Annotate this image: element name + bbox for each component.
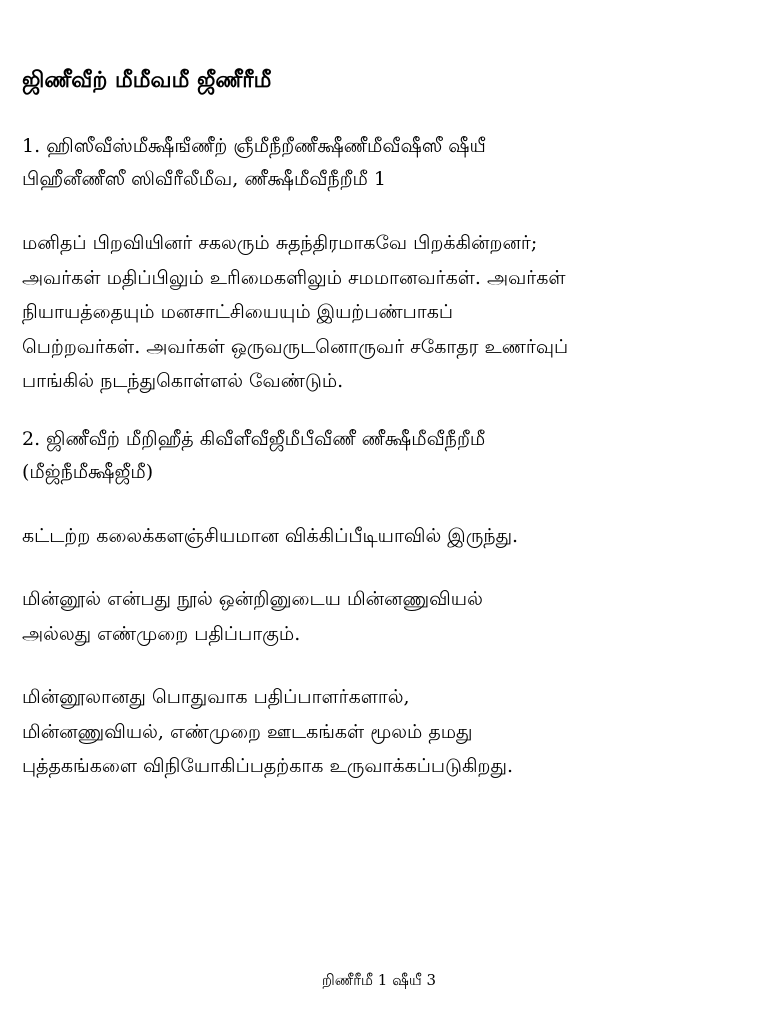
section-2-title-line: 2. ஜிணீவீற் மீறிஹீத் கிவீளீவீஜீமீபீவீணீ ணீக்ஷீமீவீநீறீமீ bbox=[22, 428, 486, 450]
paragraph-line: மின்னணுவியல், எண்முறை ஊடகங்கள் மூலம் தமது bbox=[22, 720, 473, 743]
paragraph-line: நியாயத்தையும் மனசாட்சியையும் இயற்பண்பாகப் bbox=[22, 301, 454, 323]
paragraph-line: மனிதப் பிறவியினர் சகலரும் சுதந்திரமாகவே பிறக்கின்றனர்; bbox=[22, 232, 538, 254]
page-title: ஜிணீவீற் மீமீவமீ ஜீணீரீமீ bbox=[22, 67, 272, 93]
paragraph-ebook-distribution bbox=[22, 680, 736, 784]
paragraph-line: அவர்கள் மதிப்பிலும் உரிமைகளிலும் சமமானவர்கள். அவர்கள் bbox=[22, 266, 566, 289]
paragraph-source bbox=[22, 519, 736, 554]
paragraph-line: மின்னூலானது பொதுவாக பதிப்பாளர்களால், bbox=[22, 686, 410, 708]
section-1-title-line: பிஹீனீணீஸீ ஸிவீரீலீமீவ, ணீக்ஷீமீவீநீறீமீ 1 bbox=[22, 168, 387, 190]
paragraph-line: அல்லது எண்முறை பதிப்பாகும். bbox=[22, 622, 301, 645]
paragraph-line: புத்தகங்களை விநியோகிப்பதற்காக உருவாக்கப்படுகிறது. bbox=[22, 755, 514, 777]
section-1-title-line: 1. ஹிஸீவீஸ்மீக்ஷீஙீணீற் ஞீமீநீறீணீக்ஷீணீமீவீஷீஸீ ஷீயீ bbox=[22, 135, 486, 157]
section-2-title-line: (மீஜ்நீமீக்ஷீஜீமீ) bbox=[22, 461, 154, 483]
page-footer: றிணீரீமீ 1 ஷீயீ 3 bbox=[321, 971, 437, 989]
paragraph-line: பெற்றவர்கள். அவர்கள் ஒருவருடனொருவர் சகோதர உணர்வுப் bbox=[22, 335, 569, 358]
paragraph-ebook-definition bbox=[22, 582, 736, 651]
paragraph-line: கட்டற்ற கலைக்களஞ்சியமான விக்கிப்பீடியாவில் இருந்து. bbox=[22, 525, 519, 547]
paragraph-line: மின்னூல் என்பது நூல் ஒன்றினுடைய மின்னணுவியல் bbox=[22, 588, 483, 610]
section-1-title bbox=[22, 130, 736, 196]
paragraph-line: பாங்கில் நடந்துகொள்ளல் வேண்டும். bbox=[22, 370, 344, 392]
section-2-title bbox=[22, 423, 736, 489]
paragraph-declaration bbox=[22, 226, 736, 399]
